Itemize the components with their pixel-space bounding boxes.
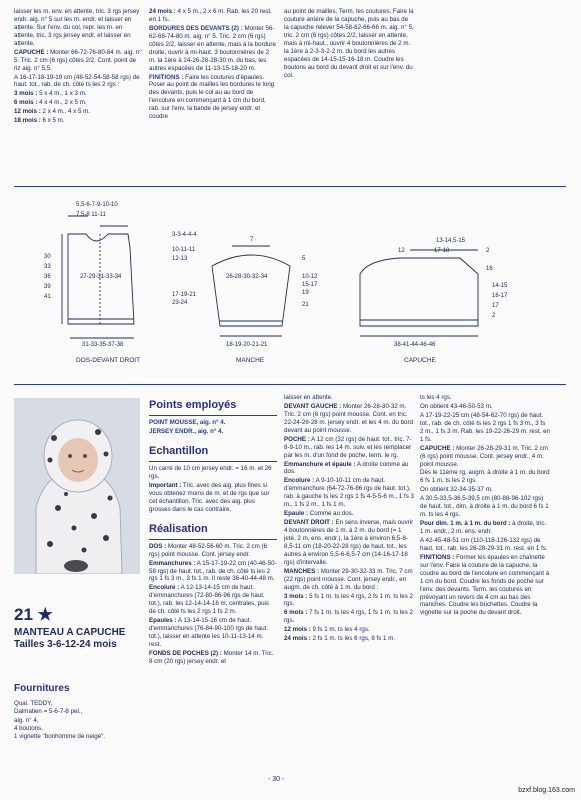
realisation-title: Réalisation: [149, 522, 208, 535]
back-right-label-3: 12-13: [172, 256, 188, 262]
baby-photo: [14, 398, 140, 574]
paragraph: [284, 626, 414, 634]
paragraph-text: 7 fs 1 m. ts les 4 rgs, 1 fs 1 m. ts les 2 rgs.: [284, 609, 413, 625]
paragraph: [420, 554, 550, 618]
realisation-text: [149, 543, 277, 666]
paragraph: [284, 519, 414, 567]
points-title: Points employés: [149, 399, 237, 411]
paragraph: [284, 477, 414, 509]
paragraph: [14, 99, 144, 107]
paragraph: [420, 403, 550, 411]
back-left-label-2: 33: [44, 264, 51, 270]
sleeve-bottom-label: 18-19-20-21-21: [226, 342, 268, 348]
pattern-title-block: [14, 627, 125, 651]
paragraph-text: Comme au dos.: [308, 510, 354, 518]
paragraph: [284, 568, 414, 592]
paragraph-text: A 13-14-15-16 cm de haut. d'emmanchures (76-84-90-100 rgs de haut. tot.), laisser en attente les 10-11-13-14 m. rest.: [149, 617, 269, 648]
paragraph-heading: DEVANT DROIT :: [284, 519, 334, 527]
separator-middle: [14, 384, 566, 385]
back-top-label-1: 5,5-6-7-9-10-10: [76, 202, 118, 208]
paragraph-heading: Pour dim. 1 m. à 1 m. du bord :: [420, 520, 511, 528]
paragraph: [149, 650, 277, 666]
paragraph: [284, 635, 414, 643]
paragraph-text: Monter 48-52-56-60 m. Tric. 2 cm (6 rgs) point mousse. Cont. jersey endr.: [149, 542, 267, 558]
sleeve-right-label-2: 10-12: [302, 274, 318, 280]
paragraph-text: 5 fs 1 m. ts les 4 rgs, 2 fs 1 m. ts les 2 rgs.: [284, 592, 413, 608]
paragraph: [420, 537, 550, 553]
sleeve-right-label-3: 15-17: [302, 282, 318, 288]
paragraph-text: En sens inverse, mais ouvrir 4 boutonnières de 1 m. à 2 m. du bord (= 1 jeté, 2 m. ens. endr.), la 1ère à environ 6,5-8-8,5-11 cm (18-20-22-28 rgs) de haut. tot., les autres à environ 5,5-6-6,5-7 cm (14-16-17-18 rgs) d'intervalle.: [284, 519, 414, 566]
paragraph: [420, 520, 550, 536]
paragraph: [14, 49, 144, 73]
hood-top-label-3: 12: [398, 248, 405, 254]
paragraph-heading: Epaules :: [149, 617, 177, 625]
paragraph: [149, 74, 277, 122]
paragraph: [284, 403, 414, 435]
paragraph-heading: 18 mois :: [14, 117, 41, 125]
points-rule: [149, 415, 277, 416]
point-item: POINT MOUSSE, aig. n° 4.: [149, 419, 226, 427]
paragraph: [284, 510, 414, 518]
page-number: - 30 -: [268, 776, 285, 783]
paragraph-text: Monter 29-30-32-33 m. Tric. 7 cm (22 rgs) point mousse. Cont. jersey endr., en augm. de ch. côté à 1 m. du bord :: [284, 567, 413, 591]
hood-top-label-4: 2: [486, 248, 490, 254]
paragraph-heading: 3 mois :: [14, 90, 38, 98]
paragraph-text: A 12 cm (32 rgs) de haut. tot., tric. 7-8-9-10 m., rab. les 14 m. suiv. et les remplacer par les m. d'un fond de poche, term. le rg.: [284, 435, 412, 459]
paragraph-text: Un carré de 10 cm jersey endr. = 16 m. et 26 rgs.: [149, 465, 272, 480]
fournitures-line: aig. n° 4,: [14, 716, 39, 724]
fournitures-line: Qual. TEDDY,: [14, 700, 53, 707]
paragraph-text: Monter 56-62-68-74-80 m. aig. n° 5. Tric. 2 cm (6 rgs) côtes 2/2, laisser en attente, mais à la bordure droite, ouvrir à mi-haut. 3 boutonnières de 2 m. la 1ère à 24-26-28-28-30 m. du bas, les autres espacées de 11-13-15-18-20 m.: [149, 24, 276, 72]
paragraph-heading: Emmanchure et épaule :: [284, 460, 356, 468]
paragraph: [149, 482, 277, 514]
bottom-column-c: [420, 394, 550, 770]
paragraph-text: 4 x 4 m., 2 x 5 m.: [37, 99, 87, 107]
paragraph-text: A droite comme au dos.: [284, 460, 409, 476]
bottom-column-a: [149, 394, 277, 770]
hood-top-label-1: 13-14,5-15: [436, 238, 466, 244]
hood-top-label-5: 16: [486, 266, 493, 272]
realisation-rule: [149, 539, 277, 540]
paragraph-heading: FINITIONS :: [149, 73, 184, 81]
fournitures-title: Fournitures: [14, 683, 70, 694]
paragraph: [149, 25, 277, 73]
paragraph-heading: DOS :: [149, 542, 167, 550]
hood-right-label-4: 2: [492, 313, 496, 319]
paragraph: [149, 8, 277, 24]
back-right-label-1: 3-3-4-4-4: [172, 232, 197, 238]
paragraph-text: Dès le 11ème rg, augm. à droite à 1 m. du bord 6 fs 1 m. ts les 2 rgs.: [420, 469, 550, 485]
paragraph-text: 5 x 4 m., 1 x 3 m.: [37, 90, 87, 98]
paragraph-text: 2 x 4 m., 4 x 5 m.: [40, 108, 90, 116]
paragraph-heading: 24 mois :: [149, 8, 176, 15]
baby-photo-illustration: [14, 398, 140, 574]
sleeve-top-label: 7: [250, 237, 254, 243]
paragraph-text: laisser les m. env. en attente, tric. 3 rgs jersey endr. aig. n° 5 sur les m. endr. et laisser en attente. Sur l'env. du col, repr. les m. en attente, tric. 3 rgs jersey endr. et laisser en attente.: [14, 8, 140, 47]
paragraph: [149, 617, 277, 649]
schematic-diagrams: [0, 186, 581, 376]
paragraph: [14, 117, 144, 125]
fournitures-line: 1 vignette "bonhomme de neige".: [14, 733, 106, 741]
hood-diagram: [360, 250, 478, 336]
paragraph: [149, 543, 277, 559]
paragraph-text: 9 fs 1 m. ts les 4 rgs.: [310, 626, 370, 634]
paragraph: [284, 436, 414, 460]
paragraph-heading: DEVANT GAUCHE :: [284, 402, 342, 410]
sleeve-caption: MANCHE: [236, 357, 265, 364]
paragraph-heading: 12 mois :: [284, 626, 311, 634]
paragraph-text: Tric. avec des aig. plus fines si vous obtenez moins de m. et de rgs que sur cet échantillon. Tric. avec des aig. plus grosses dans le cas contraire.: [149, 481, 270, 513]
paragraph-text: ts les 4 rgs.: [420, 394, 452, 401]
pattern-sizes: Tailles 3-6-12-24 mois: [14, 639, 117, 650]
paragraph-text: A 15-17-19-22 cm (40-46-50-58 rgs) de haut. tot., rab. de ch. côté ts les 2 rgs 1 fs 3 m., 3 fs 1 m. Il reste 36-40-44-48 m.: [149, 559, 277, 583]
paragraph: [420, 495, 550, 519]
back-left-label-1: 30: [44, 254, 51, 260]
fournitures-line: 4 boutons,: [14, 725, 43, 733]
echantillon-rule: [149, 461, 277, 462]
paragraph-heading: MANCHES :: [284, 567, 320, 575]
paragraph-text: On obtient 43-46-50-53 m.: [420, 402, 493, 410]
paragraph: [149, 560, 277, 584]
paragraph-heading: BORDURES DES DEVANTS (2) :: [149, 24, 243, 32]
hood-bottom-label: 38-41-44-46-46: [394, 342, 436, 348]
top-column-1: [14, 8, 144, 180]
back-right-label-4: 17-19-21: [172, 292, 197, 298]
paragraph-heading: FINITIONS :: [420, 553, 455, 561]
paragraph-text: 4 x 5 m., 2 x 6 m. Rab. les 20 rest. en 1 fs.: [149, 8, 272, 23]
paragraph-text: Faire les coutures d'épaules. Poser au point de mailles les bordures le long des devants, puis le col au au bord de l'encolure en commençant à 1 cm du bord, rab. sur l'env. la bande de jersey endr. et coudre: [149, 73, 275, 121]
paragraph-text: Former les épaules en chaînette sur l'env. Faire la couture de la capuche, la coudre au bord de l'encolure en commençant à 1 cm du bord. Coudre les fonds de poche sur l'env. des devants. Term. les coutures en prévoyant un revers de 4 cm au bas des manches. Coudre les büchettes. Coudre la vignette sur la poche du devant droit.: [420, 553, 550, 617]
paragraph-heading: 12 mois :: [14, 108, 41, 116]
bottom-column-b: [284, 394, 414, 770]
paragraph-text: A 30,5-33,5-36,5-39,5 cm (80-88-96-102 rgs) de haut. tot., dim. à droite à 1 m. du bord 6 fs 1 m. ts les 4 rgs.: [420, 495, 549, 519]
paragraph: [420, 394, 550, 402]
back-bottom-label: 31-33-35-37-38: [82, 342, 124, 348]
paragraph-text: Monter 14 m. Tric. 8 cm (20 rgs) jersey endr. et: [149, 649, 274, 665]
paragraph-text: A 17-19-22-25 cm (48-54-62-70 rgs) de haut. tot., rab. de ch. côté ts les 2 rgs 1 fs 3 m., 3 fs 2 m., 1 fs 3 m. Rab. les 19-22-26-29 m. rest. en 1 fs.: [420, 411, 550, 443]
paragraph-text: laisser en attente.: [284, 394, 333, 401]
paragraph-heading: Epaule :: [284, 510, 309, 518]
paragraph: [284, 394, 414, 402]
top-column-2: [149, 8, 277, 180]
paragraph-text: Monter 26-28-30-32 m. Tric. 2 cm (6 rgs) point mousse. Cont. en tric. 22-24-26-28 m. jersey endr. et les 4 m. du bord devant au point mousse.: [284, 402, 413, 434]
back-left-label-4: 39: [44, 284, 51, 290]
sleeve-inner-label: 26-28-30-32-34: [226, 274, 268, 280]
footer-url: bzxf.blog.163.com: [518, 787, 575, 794]
paragraph-heading: 24 mois :: [284, 635, 311, 643]
paragraph: [14, 8, 144, 48]
paragraph: [149, 584, 277, 616]
paragraph: [284, 593, 414, 609]
paragraph-heading: FONDS DE POCHES (2) :: [149, 649, 222, 657]
paragraph: [149, 465, 277, 481]
paragraph: [284, 8, 414, 79]
paragraph: [420, 445, 550, 469]
paragraph: [14, 74, 144, 90]
paragraph: [420, 486, 550, 494]
paragraph-heading: 6 mois :: [284, 609, 308, 617]
paragraph-text: à droite, tric. 1 m. endr., 2 m. ens. endr.: [420, 520, 547, 535]
back-caption: DOS-DEVANT DROIT: [76, 357, 141, 364]
paragraph-heading: 3 mois :: [284, 592, 308, 600]
sleeve-diagram: [212, 246, 290, 336]
point-item: JERSEY ENDR., aig. n° 4.: [149, 428, 224, 436]
back-right-label-2: 10-11-11: [172, 247, 196, 253]
pattern-title: MANTEAU A CAPUCHE: [14, 627, 126, 638]
paragraph-text: A 16-17-18-19-19 cm (48-52-54-58-58 rgs) de haut. tot., rab. de ch. côté ts les 2 rgs :: [14, 73, 140, 89]
paragraph: [14, 90, 144, 98]
paragraph-text: On obtient 32-34-35-37 m.: [420, 486, 493, 494]
fournitures-line: Dalmatien = 5-6-7-8 pel.,: [14, 708, 83, 716]
paragraph: [284, 609, 414, 625]
paragraph-heading: CAPUCHE :: [14, 48, 49, 56]
paragraph-text: A 12-13-14-15 cm de haut. d'emmanchures (72-80-86-96 rgs de haut. tot.), rab. les 12-14-14-16 m. centrales, puis de ch. côté ts les 2 rgs 1 fs 2 m.: [149, 584, 270, 616]
paragraph-text: Monter 66-72-76-80-84 m. aig. n° 5. Tric. 2 cm (6 rgs) côtes 2/2. Cont. point de riz aig. n° 5,5.: [14, 48, 142, 72]
echantillon-text: [149, 465, 277, 514]
paragraph: [420, 412, 550, 444]
paragraph: [14, 108, 144, 116]
paragraph-text: au point de mailles. Term. les coutures. Faire la couture arrière de la capuche, puis au bas de la capuche relever 54-58-62-66-66 m. aig. n° 5, tric. 2 cm (6 rgs) côtes 2/2, laisser en attente, mais à mi-haut., ouvrir 4 boutonnières de 2 m. la 1ère à 2-3-3-2-2 m. du bord les autres espacées de 14-15-15-16-18 m. Coudre les boutons au bord du devant droit et sur l'env. du col.: [284, 8, 414, 79]
paragraph-heading: Emmanchures :: [149, 559, 196, 567]
paragraph-text: 6 x 5 m.: [40, 117, 65, 125]
hood-right-label-3: 17: [492, 303, 499, 309]
paragraph-heading: Encolure :: [149, 584, 180, 592]
pattern-number: 21 ★: [14, 605, 53, 624]
paragraph-heading: CAPUCHE :: [420, 444, 455, 452]
paragraph-text: A 42-45-48-51 cm (110-118-126-132 rgs) de haut. tot., rab. les 26-28-29-31 m. rest. en 1 fs.: [420, 536, 548, 552]
paragraph-heading: 6 mois :: [14, 99, 38, 107]
paragraph: [420, 469, 550, 485]
paragraph-text: 2 fs 1 m. ts les 6 rgs, 8 fs 1 m.: [310, 635, 396, 643]
sleeve-right-label-4: 19: [302, 290, 309, 296]
paragraph-heading: Important :: [149, 481, 182, 489]
back-right-label-5: 23-24: [172, 300, 188, 306]
hood-right-label-2: 16-17: [492, 293, 508, 299]
paragraph-heading: POCHE :: [284, 435, 310, 443]
paragraph-text: A 9-10-10-11 cm de haut. d'emmanchure (64-72-76-86 rgs de haut. tot.), rab. à gauche ts les 2 rgs 1 fs 4-5-5-6 m., 1 fs 3 m., 1 fs 2 m., 1 fs 1 m.: [284, 477, 414, 509]
paragraph: [284, 461, 414, 477]
back-left-label-3: 36: [44, 274, 51, 280]
echantillon-title: Echantillon: [149, 444, 209, 457]
top-column-3: [284, 8, 414, 180]
fournitures-list: [14, 700, 146, 742]
hood-caption: CAPUCHE: [404, 357, 436, 364]
back-left-label-5: 41: [44, 294, 51, 300]
paragraph-text: Monter 26-28-29-31 m. Tric. 2 cm (6 rgs) point mousse. Cont. jersey endr., 4 m. point mousse.: [420, 444, 548, 468]
back-top-label-2: 7,5-8 11-11: [76, 212, 106, 218]
sleeve-right-label-5: 21: [302, 302, 309, 308]
hood-top-label-2: 17-18: [434, 248, 450, 254]
sleeve-right-label-1: 5: [302, 256, 306, 262]
hood-right-label-1: 14-15: [492, 283, 508, 289]
back-inner-label: 27-29-31-33-34: [80, 274, 122, 280]
paragraph-heading: Encolure :: [284, 477, 315, 485]
